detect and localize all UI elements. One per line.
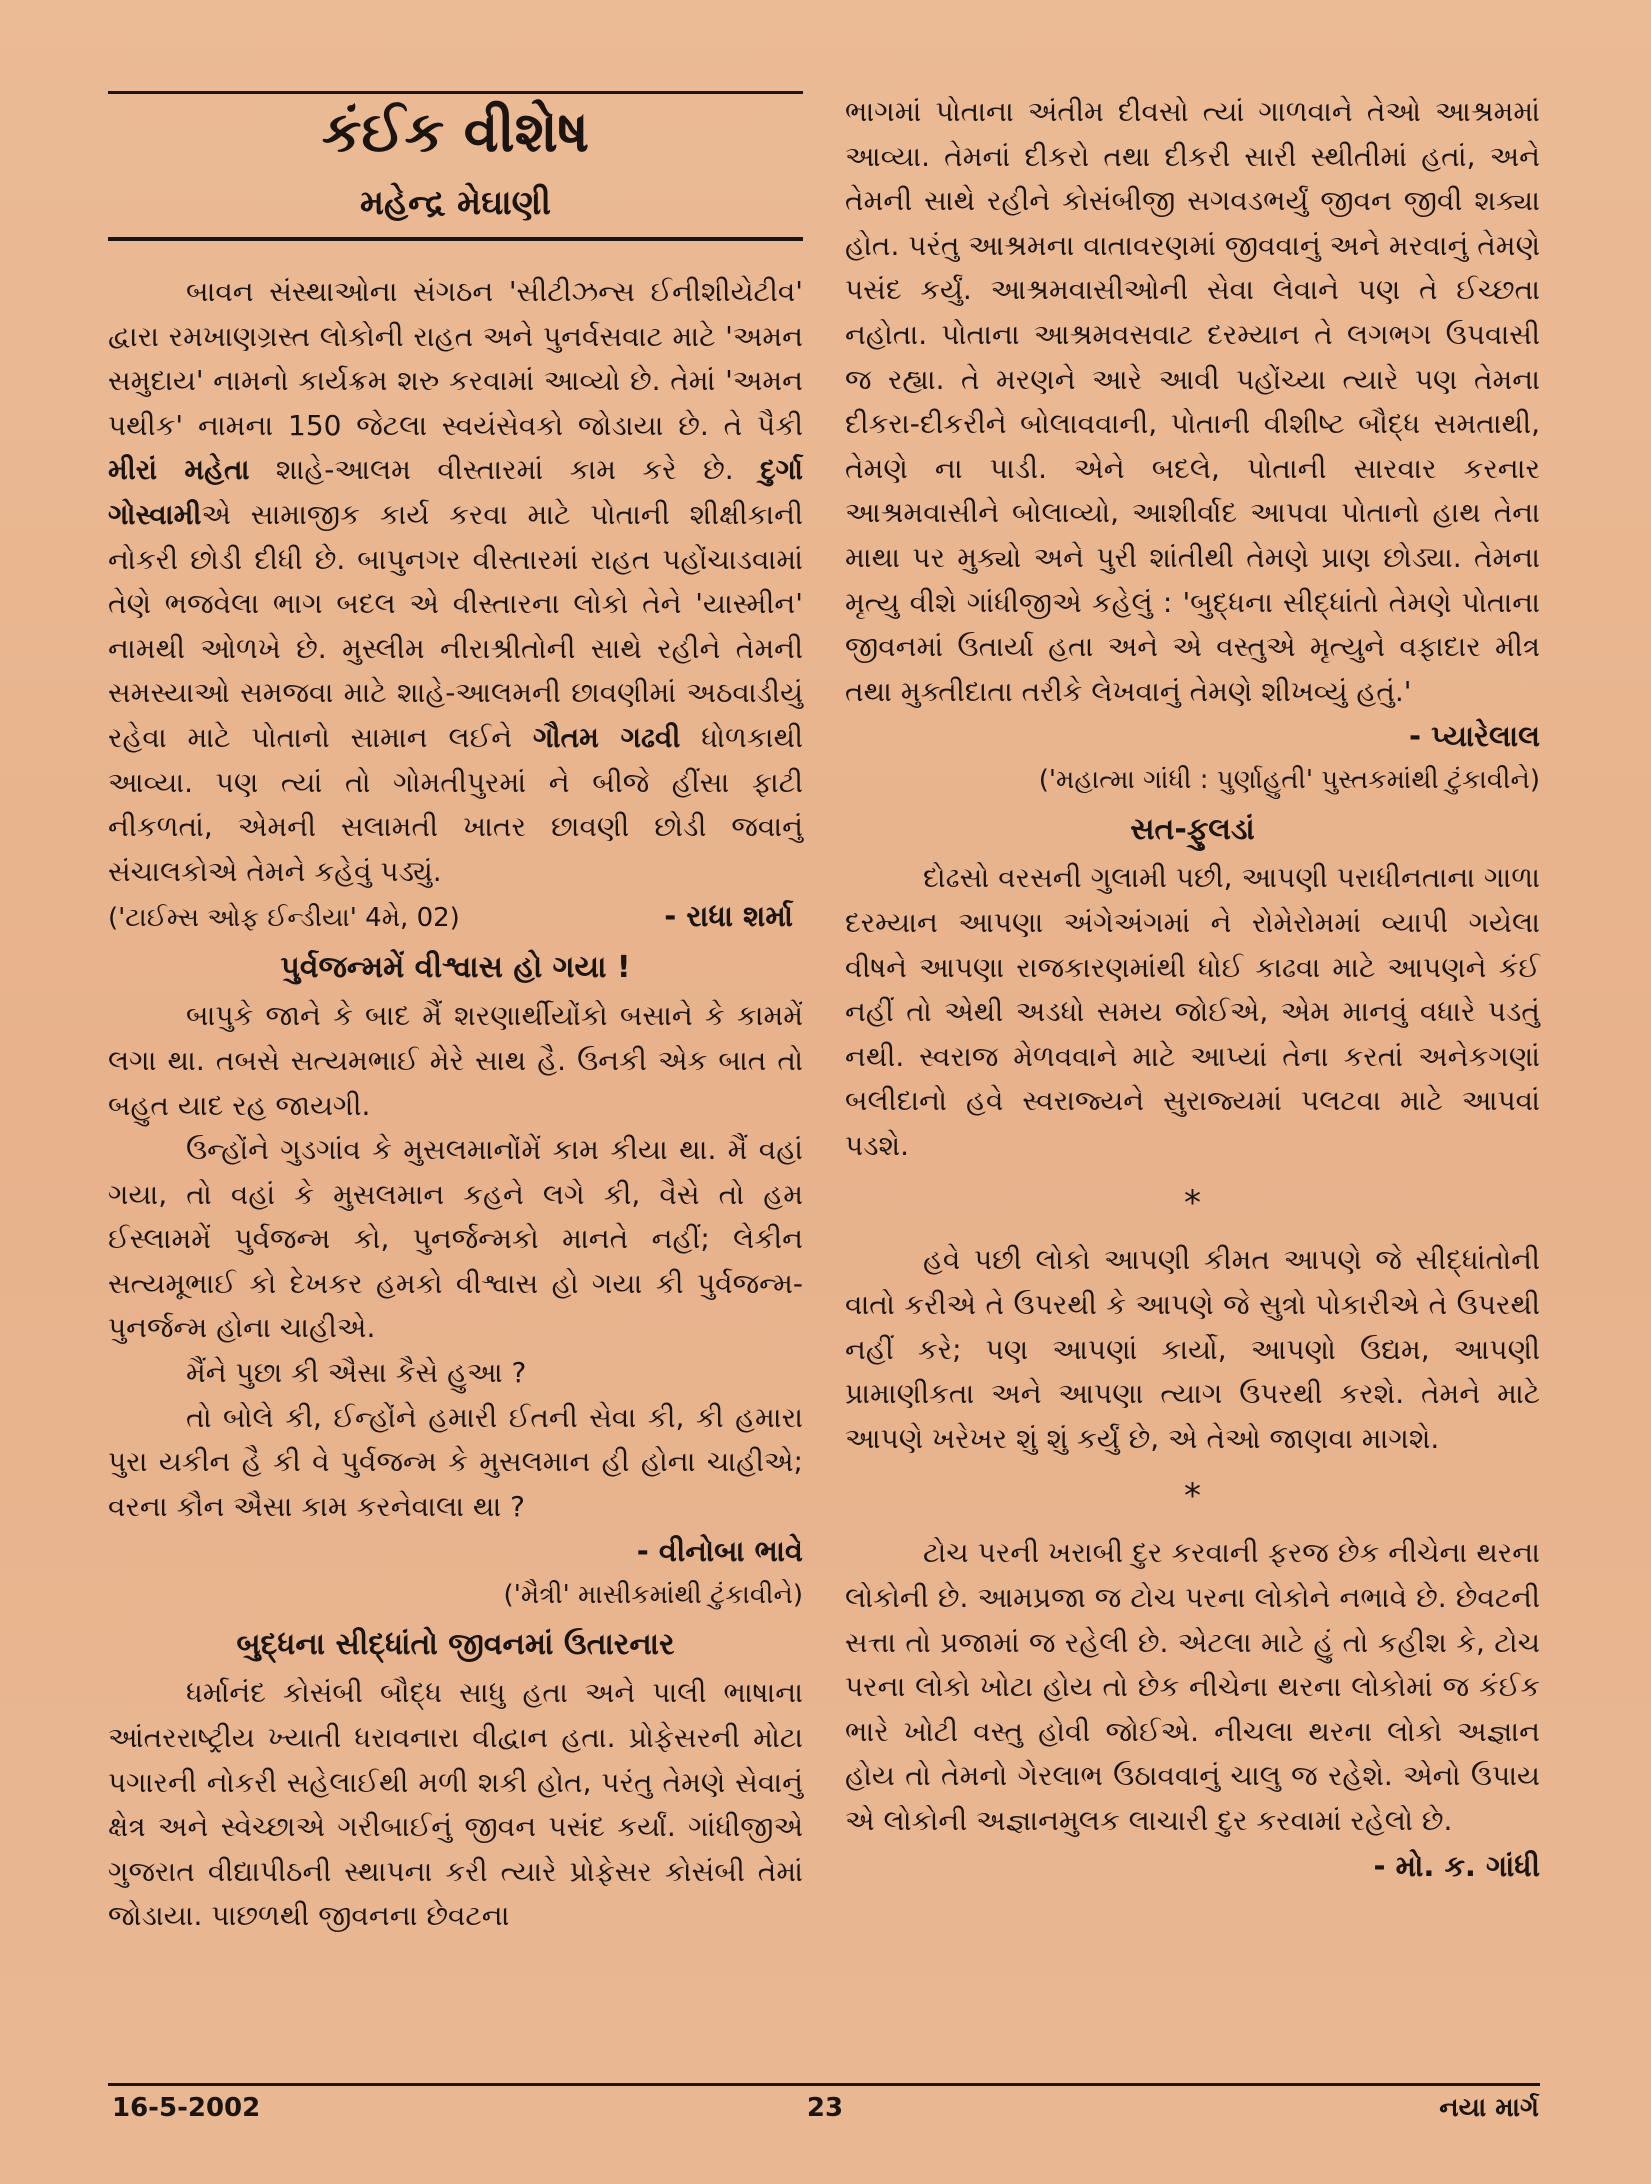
byline: - પ્યારેલાલ [1408,719,1540,754]
footer-rule [108,2083,1540,2086]
page-number: 23 [806,2093,844,2123]
article-paragraph: ભાગમાં પોતાના અંતીમ દીવસો ત્યાં ગાળવાને તેઓ આશ્રમમાં આવ્યા. તેમનાં દીકરો તથા દીકરી સારી સ્થીતીમાં હતાં, અને તેમની સાથે રહીને કોસંબીજી સગવડભર્યું જીવન જીવી શક્યા હોત. પરંતુ આશ્રમના વાતાવરણમાં જીવવાનું અને મરવાનું તેમણે પસંદ કર્યું. આશ્રમવાસીઓની સેવા લેવાને પણ તે ઈચ્છતા નહોતા. પોતાના આશ્રમવસવાટ દરમ્યાન તે લગભગ ઉપવાસી જ રહ્યા. તે મરણને આરે આવી પહોંચ્યા ત્યારે પણ તેમના દીકરા-દીકરીને બોલાવવાની, પોતાની વીશીષ્ટ બૌદ્ધ સમતાથી, તેમણે ના પાડી. એને બદલે, પોતાની સારવાર કરનાર આશ્રમવાસીને બોલાવ્યો, આશીર્વાદ આપવા પોતાનો હાથ તેના માથા પર મુક્યો અને પુરી શાંતીથી તેમણે પ્રાણ છોડ્યા. તેમના મૃત્યુ વીશે ગાંધીજીએ કહેલું : 'બુદ્ધના સીદ્ધાંતો તેમણે પોતાના જીવનમાં ઉતાર્યા હતા અને એ વસ્તુએ મૃત્યુને વફાદાર મીત્ર તથા મુક્તીદાતા તરીકે લેખવાનું તેમણે શીખવ્યું હતું.' [845,95,1540,708]
article-paragraph: તો બોલે કી, ઈન્હોંને હમારી ઈતની સેવા કી, કી હમારા પુરા યકીન હૈ કી વે પુર્વજન્મ કે મુસલમાન હી હોના ચાહીએ; વરના કૌન ઐસા કામ કરનેવાલા થા ? [108,1400,803,1523]
top-rule [108,91,803,94]
person-name: દુર્ગા ગોસ્વામી [108,453,803,531]
issue-date: 16-5-2002 [112,2093,261,2123]
article-paragraph: ધર્માનંદ કોસંબી બૌદ્ધ સાધુ હતા અને પાલી ભાષાના આંતરરાષ્ટ્રીય ખ્યાતી ધરાવનારા વીદ્વાન હતા. પ્રોફેસરની મોટા પગારની નોકરી સહેલાઈથી મળી શકી હોત, પરંતુ તેમણે સેવાનું ક્ષેત્ર અને સ્વેચ્છાએ ગરીબાઈનું જીવન પસંદ કર્યાં. ગાંધીજીએ ગુજરાત વીદ્યાપીઠની સ્થાપના કરી ત્યારે પ્રોફેસર કોસંબી તેમાં જોડાયા. પાછળથી જીવનના છેવટના [108,1676,803,1933]
section-heading: પુર્વજન્મમેં વીશ્વાસ હો ગયા ! [280,950,631,986]
text-run: એ સામાજીક કાર્ય કરવા માટે પોતાની શીક્ષીકાની નોકરી છોડી દીધી છે. બાપુનગર વીસ્તારમાં રાહત પહોંચાડવામાં તેણે ભજવેલા ભાગ બદલ એ વીસ્તારના લોકો તેને 'યાસ્મીન' નામથી ઓળખે છે. મુસ્લીમ નીરાશ્રીતોની સાથે રહીને તેમની સમસ્યાઓ સમજવા માટે શાહે-આલમની છાવણીમાં અઠવાડીયું રહેવા માટે પોતાનો સામાન લઈને [108,497,803,754]
article-paragraph: મૈંને પુછા કી ઐસા કૈસે હુઆ ? [186,1356,527,1390]
text-run: શાહે-આલમ વીસ્તારમાં કામ કરે છે. [249,453,761,487]
source-citation: ('મહાત્મા ગાંધી : પુર્ણાહુતી' પુસ્તકમાંથી ટુંકાવીને) [1038,765,1540,796]
byline: - મો. ક. ગાંધી [1373,1848,1540,1883]
article-paragraph [108,270,803,894]
asterisk-divider: * [1184,1183,1201,1224]
section-heading: બુદ્ધના સીદ્ધાંતો જીવનમાં ઉતારનાર [236,1627,675,1663]
source-citation: ('મૈત્રી' માસીકમાંથી ટુંકાવીને) [503,1580,803,1611]
person-name: મીરાં મહેતા [108,453,250,487]
person-name: ગૌતમ ગઢવી [532,720,681,754]
section-heading: સત-ફુલડાં [1130,812,1255,848]
byline: - રાધા શર્મા [664,899,793,934]
article-paragraph: ટોચ પરની ખરાબી દુર કરવાની ફરજ છેક નીચેના થરના લોકોની છે. આમપ્રજા જ ટોચ પરના લોકોને નભાવે છે. છેવટની સત્તા તો પ્રજામાં જ રહેલી છે. એટલા માટે હું તો કહીશ કે, ટોચ પરના લોકો ખોટા હોય તો છેક નીચેના થરના લોકોમાં જ કંઈક ભારે ખોટી વસ્તુ હોવી જોઈએ. નીચલા થરના લોકો અજ્ઞાન હોય તો તેમનો ગેરલાભ ઉઠાવવાનું ચાલુ જ રહેશે. એનો ઉપાય એ લોકોની અજ્ઞાનમુલક લાચારી દુર કરવામાં રહેલો છે. [845,1536,1540,1837]
right-column [845,90,1540,1888]
magazine-name: નયા માર્ગ [1439,2093,1539,2123]
byline: - વીનોબા ભાવે [636,1534,803,1569]
article-paragraph: બાપુકે જાને કે બાદ મૈં શરણાર્થીયોંકો બસાને કે કામમેં લગા થા. તબસે સત્યમભાઈ મેરે સાથ હૈ. ઉનકી એક બાત તો બહુત યાદ રહ જાયગી. [108,999,803,1122]
column-author: મહેન્દ્ર મેઘાણી [359,183,552,223]
article-paragraph: ઉન્હોંને ગુડગાંવ કે મુસલમાનોંમેં કામ કીયા થા. મૈં વહાં ગયા, તો વહાં કે મુસલમાન કહને લગે કી, વૈસે તો હમ ઈસ્લામમેં પુર્વજન્મ કો, પુનર્જન્મકો માનતે નહીં; લેકીન સત્યમૂભાઈ કો દેખકર હમકો વીશ્વાસ હો ગયા કી પુર્વજન્મ-પુનર્જન્મ હોના ચાહીએ. [108,1133,803,1345]
article-paragraph: દોઢસો વરસની ગુલામી પછી, આપણી પરાધીનતાના ગાળા દરમ્યાન આપણા અંગેઅંગમાં ને રોમેરોમમાં વ્યાપી ગયેલા વીષને આપણા રાજકારણમાંથી ધોઈ કાઢવા માટે આપણને કંઈ નહીં તો એથી અડધો સમય જોઈએ, એમ માનવું વધારે પડતું નથી. સ્વરાજ મેળવવાને માટે આપ્યાં તેના કરતાં અનેકગણાં બલીદાનો હવે સ્વરાજ્યને સુરાજ્યમાં પલટવા માટે આપવાં પડશે. [845,861,1540,1162]
source-line [108,894,803,940]
left-column [108,270,803,1939]
source-citation: ('ટાઈમ્સ ઓફ ઈન્ડીયા' 4મે, 02) [108,903,460,934]
text-run: બાવન સંસ્થાઓના સંગઠન 'સીટીઝન્સ ઈનીશીયેટીવ' દ્વારા રમખાણગ્રસ્ત લોકોની રાહત અને પુનર્વસવાટ માટે 'અમન સમુદાય' નામનો કાર્યક્રમ શરુ કરવામાં આવ્યો છે. તેમાં 'અમન પથીક' નામના 150 જેટલા સ્વયંસેવકો જોડાયા છે. તે પૈકી [108,275,803,442]
asterisk-divider: * [1184,1476,1201,1517]
column-title: કંઈક વીશેષ [321,100,590,165]
text-run: ધોળકાથી આવ્યા. પણ ત્યાં તો ગોમતીપુરમાં ને બીજે હીંસા ફાટી નીકળતાં, એમની સલામતી ખાતર છાવણી છોડી જવાનું સંચાલકોએ તેમને કહેવું પડ્યું. [108,720,803,888]
article-paragraph: હવે પછી લોકો આપણી કીમત આપણે જે સીદ્ધાંતોની વાતો કરીએ તે ઉપરથી કે આપણે જે સુત્રો પોકારીએ તે ઉપરથી નહીં કરે; પણ આપણાં કાર્યો, આપણો ઉદ્યમ, આપણી પ્રામાણીકતા અને આપણા ત્યાગ ઉપરથી કરશે. તેમને માટે આપણે ખરેખર શું શું કર્યું છે, એ તેઓ જાણવા માગશે. [845,1243,1540,1455]
header-rule [108,237,803,241]
